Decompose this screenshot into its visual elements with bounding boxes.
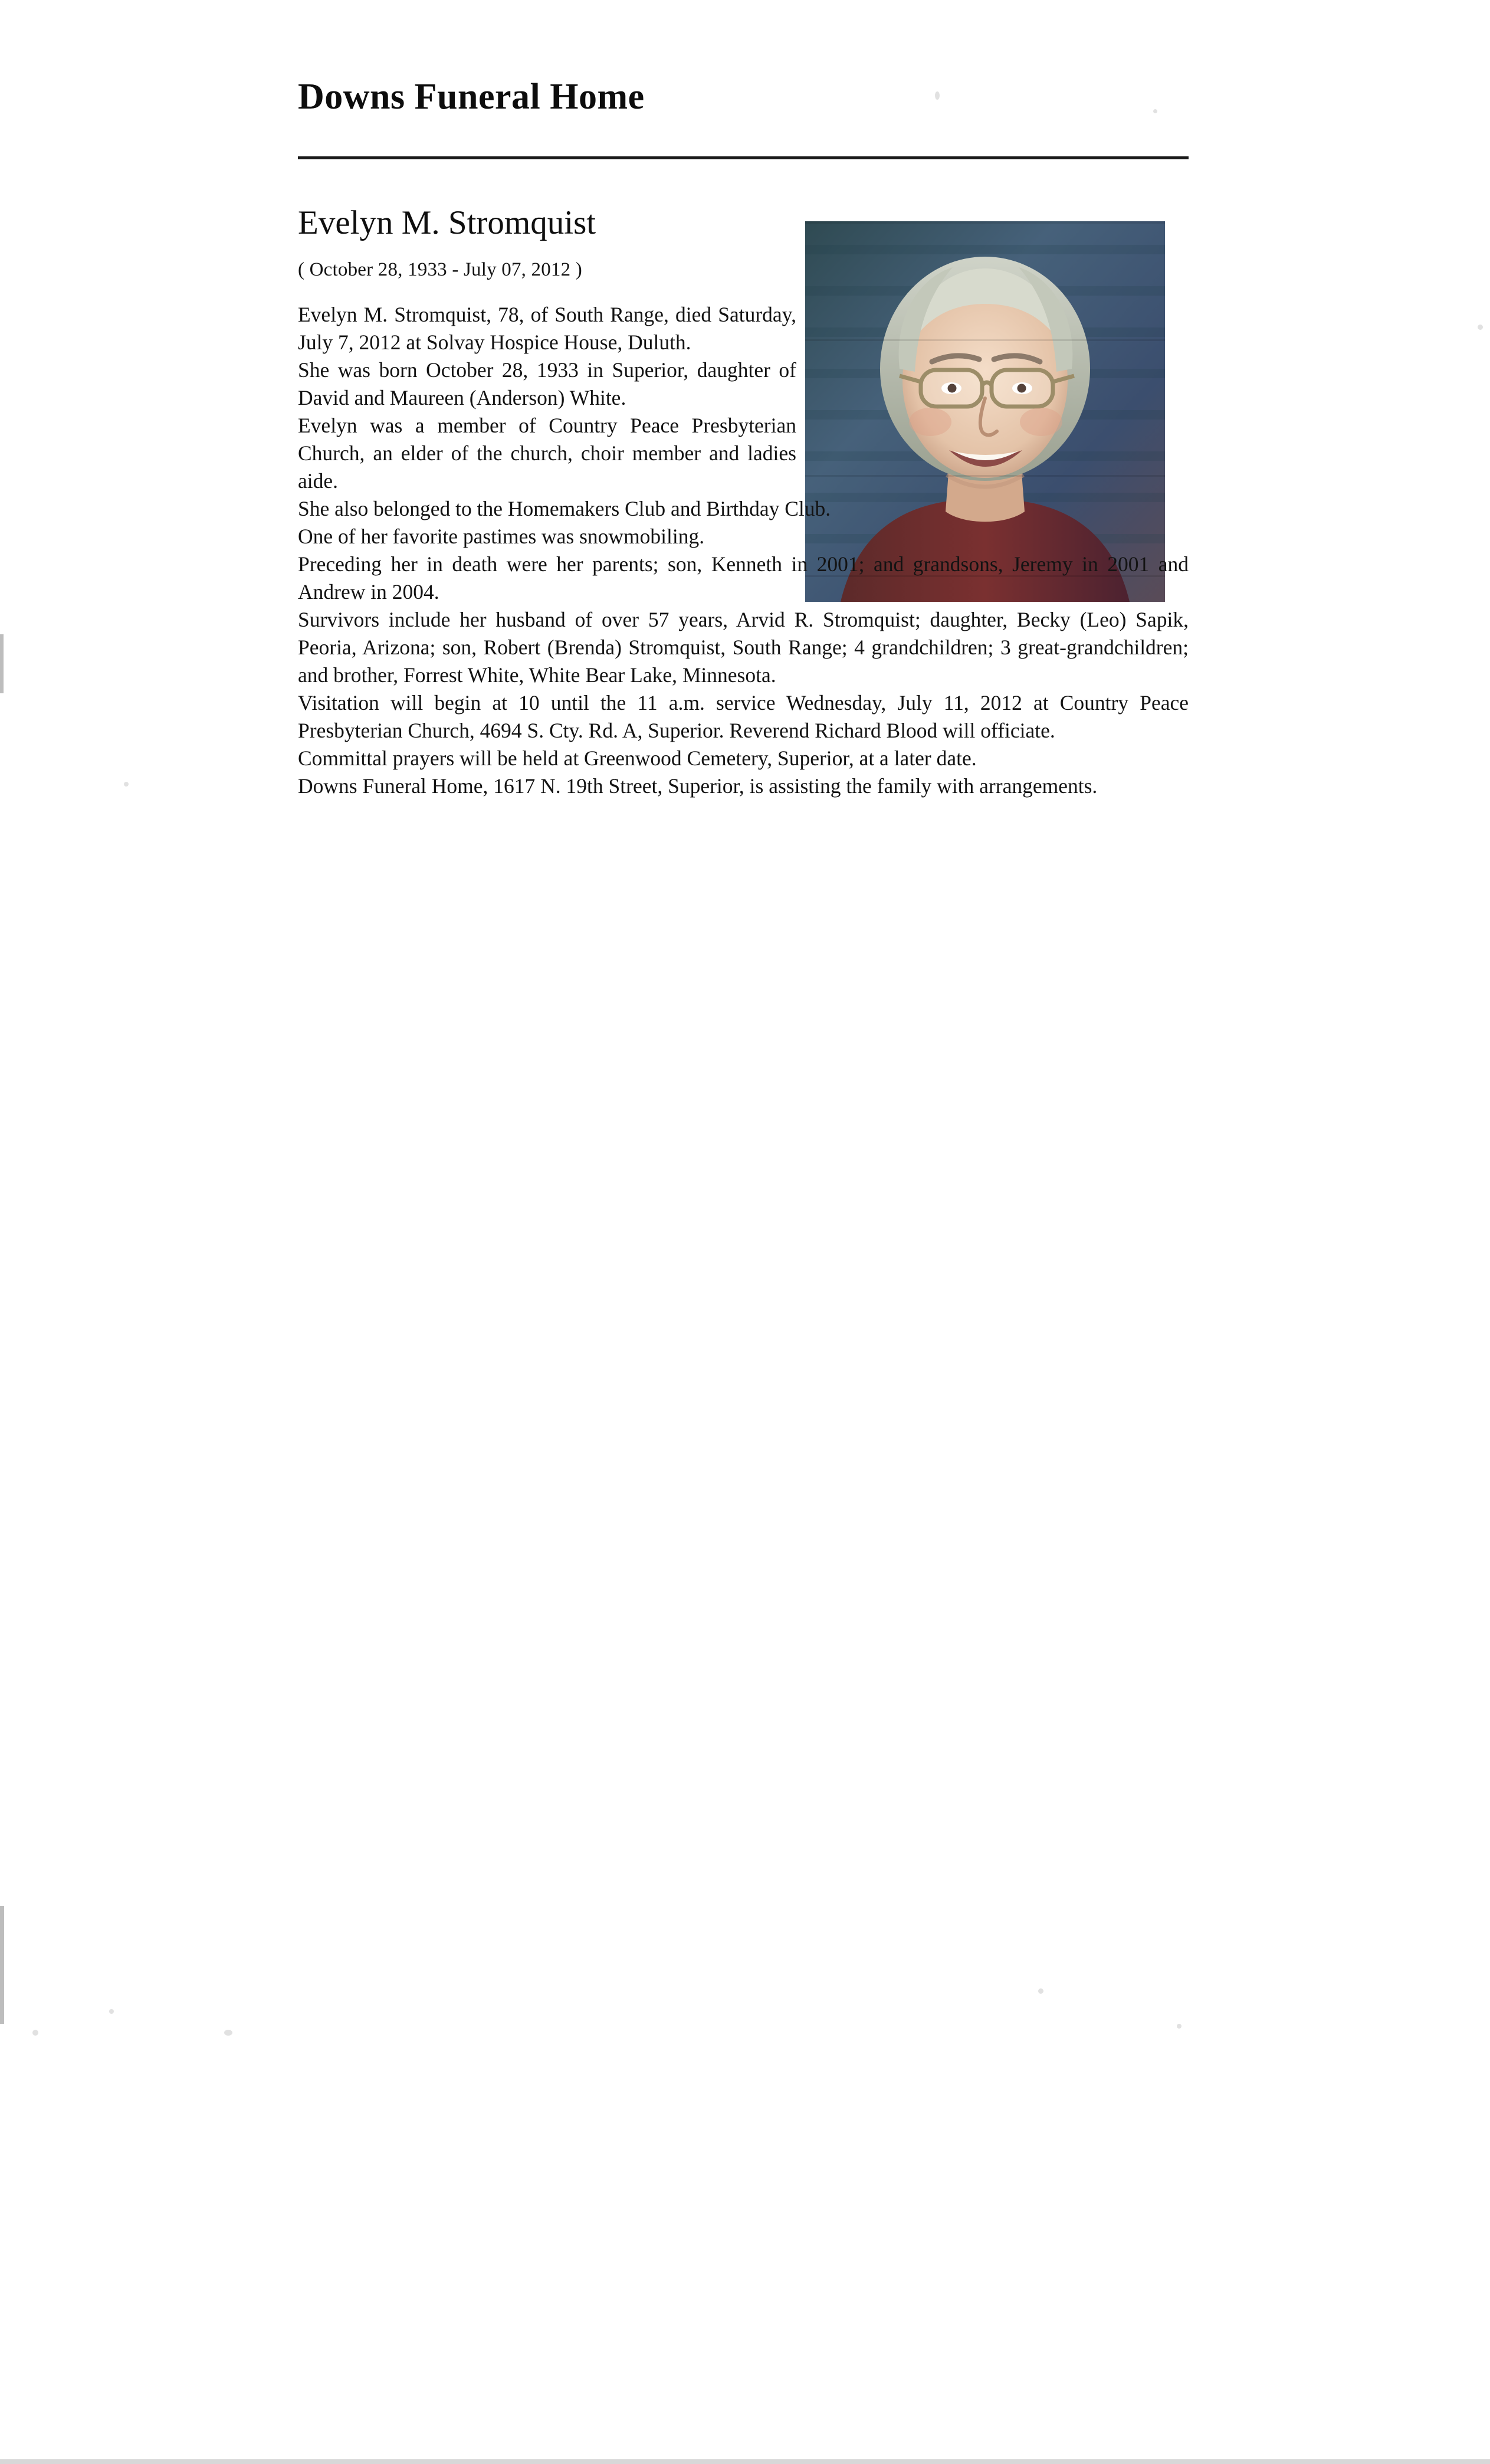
scan-speckle-3	[1478, 325, 1483, 330]
scan-speckle-9	[32, 2030, 38, 2036]
scan-speckle-6	[224, 2030, 232, 2036]
obituary-paragraph: Preceding her in death were her parents; son, Kenneth in 2001; and grandsons, Jeremy in 2001 and Andrew in 2004.	[298, 552, 1189, 604]
scan-edge-artifact-bottom	[0, 2459, 1490, 2464]
obituary-paragraph: Survivors include her husband of over 57 years, Arvid R. Stromquist; daughter, Becky (Leo) Sapik, Peoria, Arizona; son, Robert (Brenda) Stromquist, South Range; 4 grandchildren; 3 great-grandchildren; and brother, Forrest White, White Bear Lake, Minnesota.	[298, 607, 1189, 687]
scan-speckle-5	[109, 2009, 114, 2014]
deceased-name: Evelyn M. Stromquist	[298, 204, 596, 241]
obituary-paragraph: She was born October 28, 1933 in Superior, daughter of David and Maureen (Anderson) White.	[298, 358, 796, 409]
scan-speckle-7	[1038, 1988, 1043, 1994]
masthead-divider	[298, 156, 1189, 159]
masthead	[298, 77, 1194, 117]
obituary-body	[298, 301, 1189, 800]
obituary-paragraph: One of her favorite pastimes was snowmobiling.	[298, 524, 705, 548]
scan-speckle-4	[124, 782, 129, 787]
scan-edge-artifact-left-mid	[0, 1906, 4, 2024]
life-dates: ( October 28, 1933 - July 07, 2012 )	[298, 258, 582, 280]
obituary-paragraph: Visitation will begin at 10 until the 11 a.m. service Wednesday, July 11, 2012 at Country Peace Presbyterian Church, 4694 S. Cty. Rd. A, Superior. Reverend Richard Blood will officiate.	[298, 690, 1189, 742]
funeral-home-title: Downs Funeral Home	[298, 77, 645, 117]
scan-speckle-8	[1177, 2024, 1182, 2029]
obituary-paragraph: Evelyn M. Stromquist, 78, of South Range, died Saturday, July 7, 2012 at Solvay Hospice House, Duluth.	[298, 302, 796, 354]
obituary-paragraph: She also belonged to the Homemakers Club and Birthday Club.	[298, 496, 831, 520]
scan-edge-artifact-left-top	[0, 634, 4, 693]
obituary-paragraph: Evelyn was a member of Country Peace Presbyterian Church, an elder of the church, choir member and ladies aide.	[298, 413, 796, 493]
obituary	[298, 204, 1189, 800]
obituary-paragraph: Committal prayers will be held at Greenwood Cemetery, Superior, at a later date.	[298, 746, 977, 770]
obituary-paragraph: Downs Funeral Home, 1617 N. 19th Street, Superior, is assisting the family with arrangements.	[298, 774, 1098, 798]
